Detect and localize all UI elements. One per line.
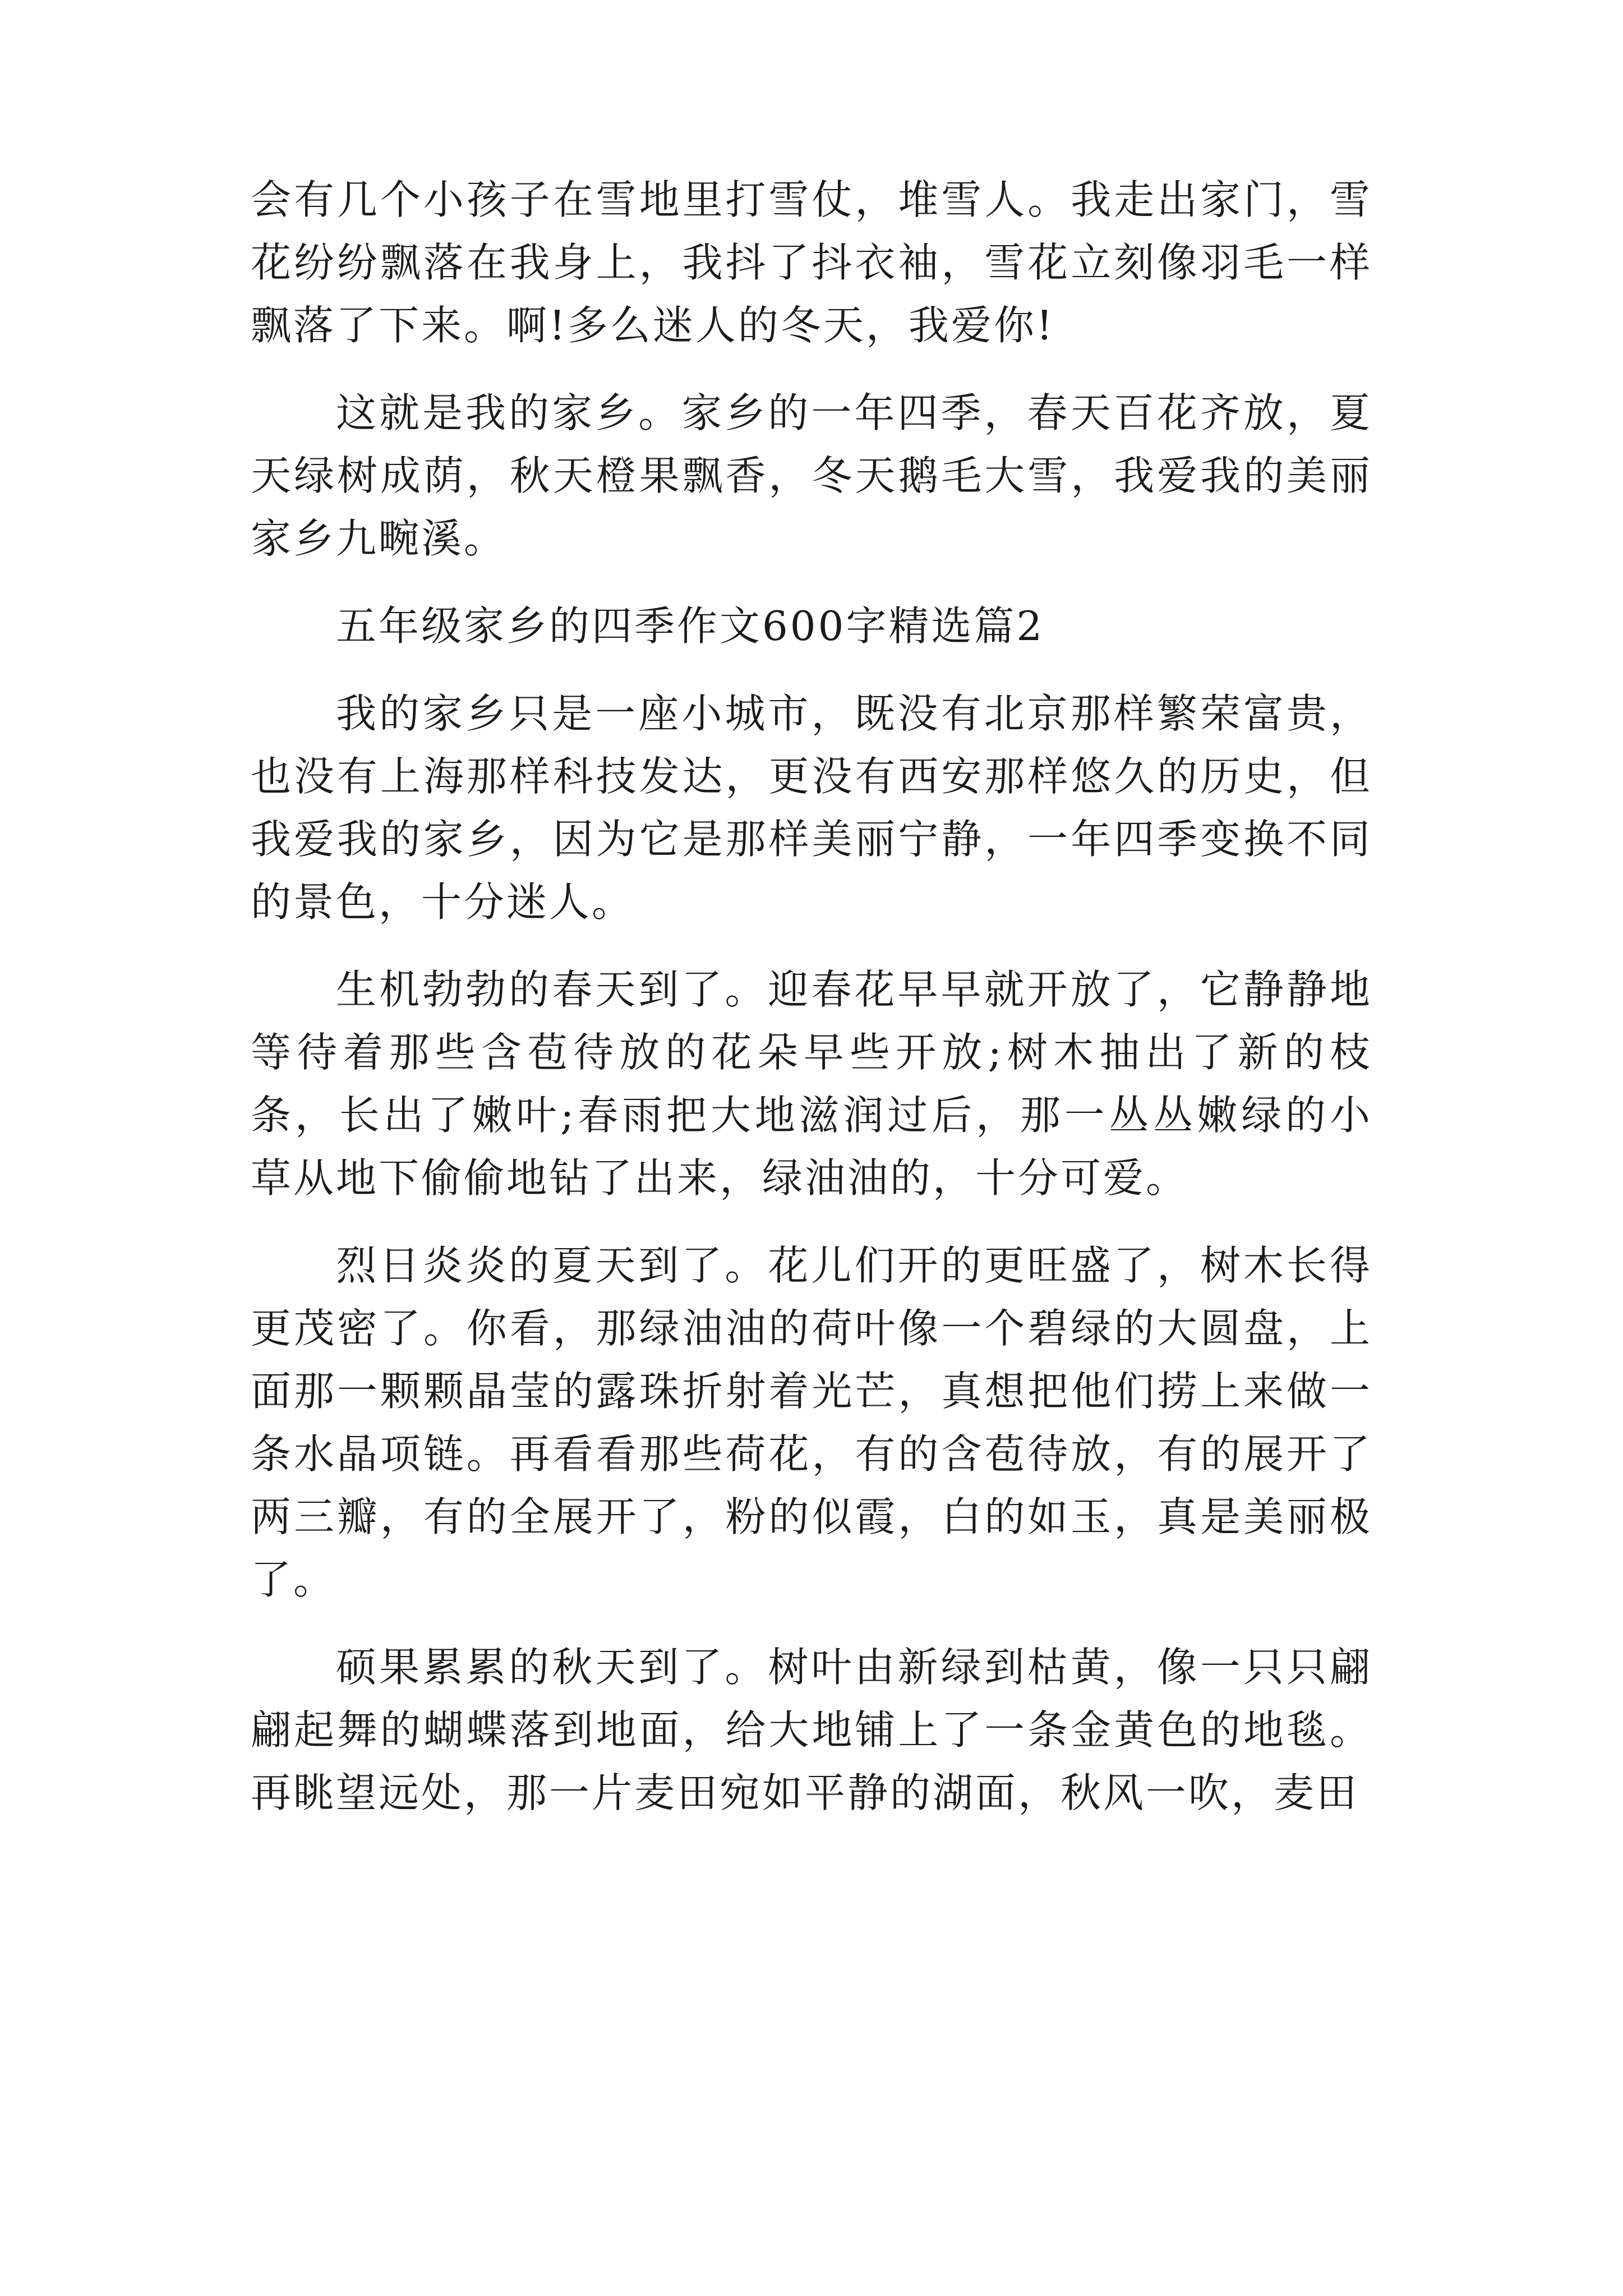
document-body (251, 168, 1372, 1824)
paragraph-gap (251, 357, 1372, 381)
paragraph-summer: 烈日炎炎的夏天到了。花儿们开的更旺盛了，树木长得更茂密了。你看，那绿油油的荷叶像一个碧绿的大圆盘，上面那一颗颗晶莹的露珠折射着光芒，真想把他们捞上来做一条水晶项链。再看看那些荷花，有的含苞待放，有的展开了两三瓣，有的全展开了，粉的似霞，白的如玉，真是美丽极了。 (251, 1242, 1372, 1603)
essay-heading: 五年级家乡的四季作文600字精选篇2 (336, 602, 1045, 650)
paragraph-autumn: 硕果累累的秋天到了。树叶由新绿到枯黄，像一只只翩翩起舞的蝴蝶落到地面，给大地铺上了一条金黄色的地毯。再眺望远处，那一片麦田宛如平静的湖面，秋风一吹，麦田 (251, 1644, 1372, 1816)
paragraph-gap (251, 570, 1372, 595)
paragraph-hometown-summary: 这就是我的家乡。家乡的一年四季，春天百花齐放，夏天绿树成荫，秋天橙果飘香，冬天鹅毛大雪，我爱我的美丽家乡九畹溪。 (251, 389, 1372, 562)
paragraph-intro: 我的家乡只是一座小城市，既没有北京那样繁荣富贵，也没有上海那样科技发达，更没有西安那样悠久的历史，但我爱我的家乡，因为它是那样美丽宁静，一年四季变换不同的景色，十分迷人。 (251, 690, 1372, 926)
paragraph-gap (251, 933, 1372, 958)
paragraph-gap (251, 657, 1372, 682)
paragraph-gap (251, 1611, 1372, 1636)
paragraph-spring: 生机勃勃的春天到了。迎春花早早就开放了，它静静地等待着那些含苞待放的花朵早些开放;树木抽出了新的枝条，长出了嫩叶;春雨把大地滋润过后，那一丛丛嫩绿的小草从地下偷偷地钻了出来，绿油油的，十分可爱。 (251, 966, 1372, 1202)
paragraph-gap (251, 1209, 1372, 1234)
paragraph-winter-continuation: 会有几个小孩子在雪地里打雪仗，堆雪人。我走出家门，雪花纷纷飘落在我身上，我抖了抖衣袖，雪花立刻像羽毛一样飘落了下来。啊!多么迷人的冬天，我爱你! (251, 176, 1372, 349)
